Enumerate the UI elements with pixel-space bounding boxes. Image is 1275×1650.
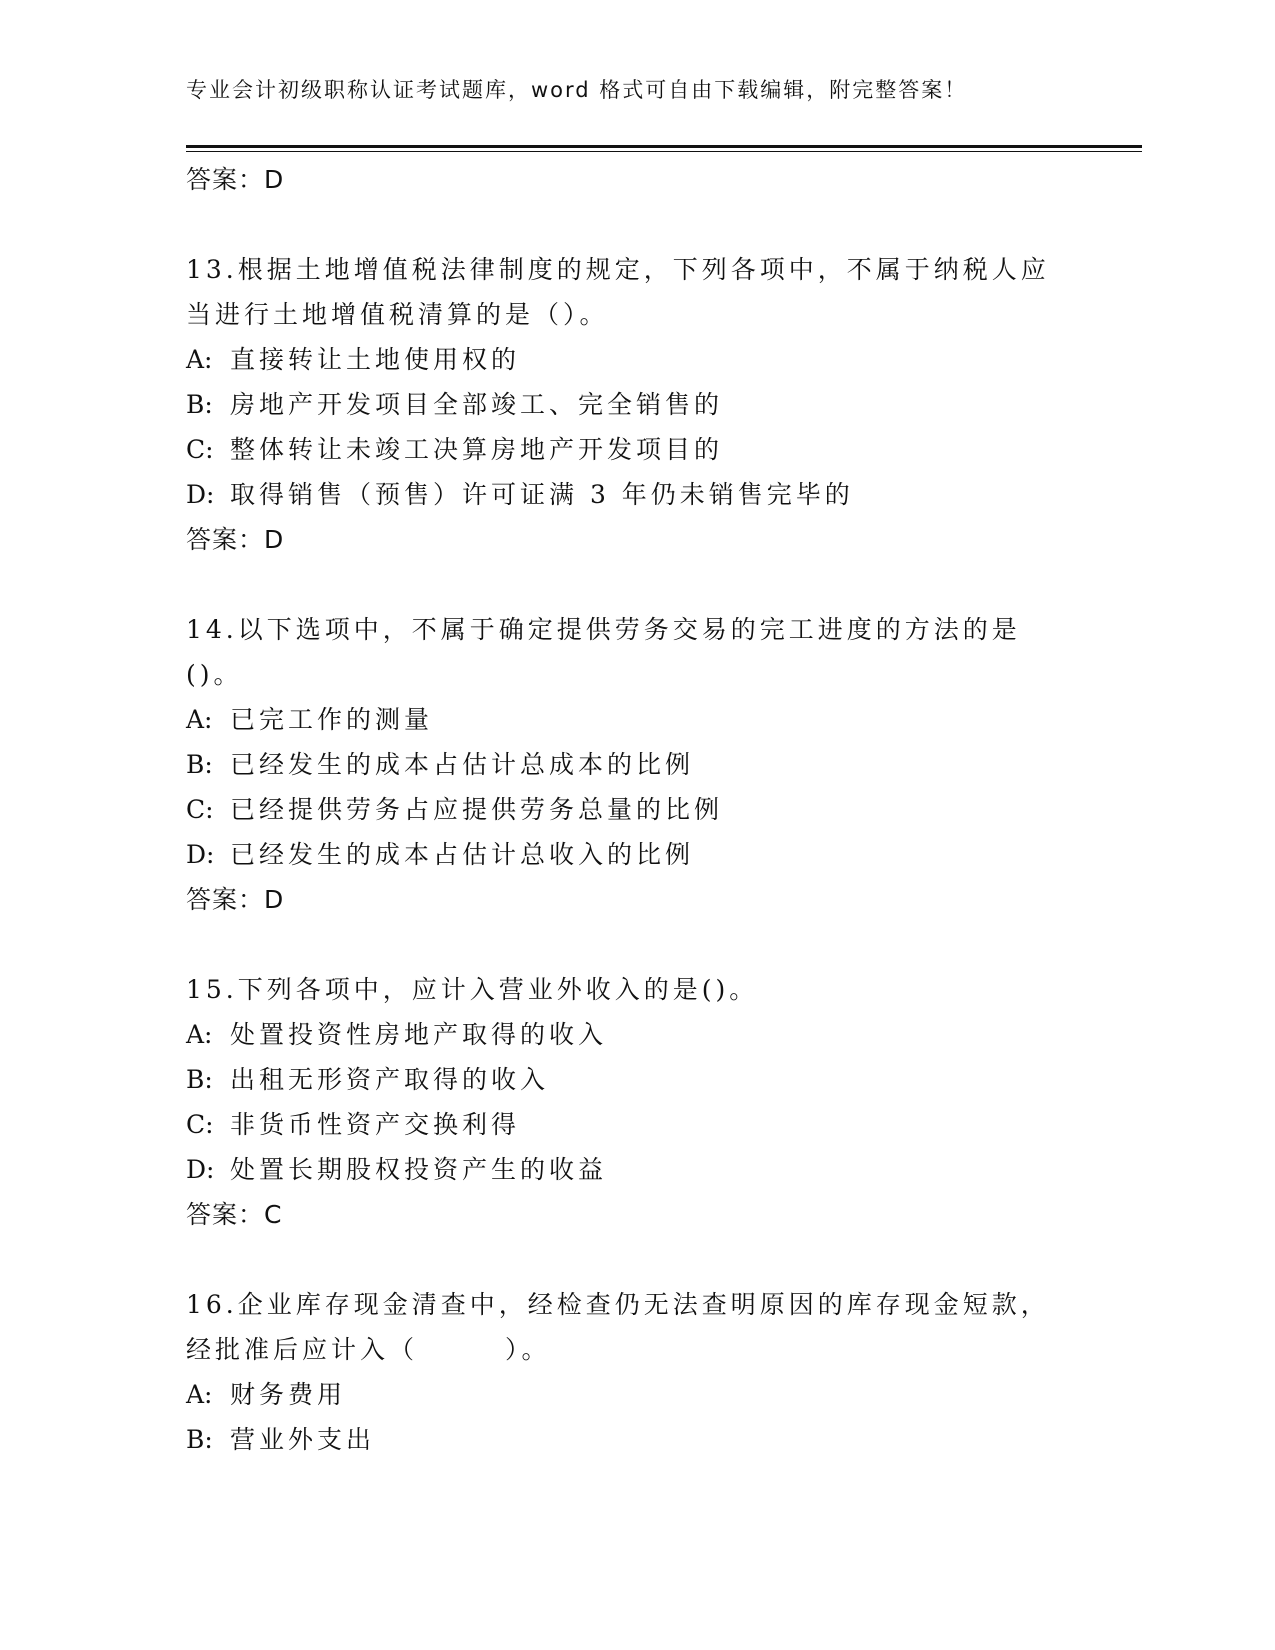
option-d	[186, 832, 1066, 877]
spacer	[186, 923, 1066, 967]
option-text: 出租无形资产取得的收入	[230, 1065, 550, 1094]
question-text: 14.以下选项中，不属于确定提供劳务交易的完工进度的方法的是()。	[186, 615, 1021, 689]
option-text: 已经发生的成本占估计总成本的比例	[230, 750, 695, 779]
document-body	[186, 157, 1066, 1462]
option-key: C:	[186, 795, 214, 824]
option-text: 营业外支出	[230, 1425, 376, 1454]
option-text: 取得销售（预售）许可证满 3 年仍未销售完毕的	[230, 480, 854, 509]
option-key: A:	[186, 705, 213, 734]
spacer	[186, 1238, 1066, 1282]
option-key: B:	[186, 1065, 213, 1094]
option-a	[186, 697, 1066, 742]
spacer	[186, 563, 1066, 607]
page-header: 专业会计初级职称认证考试题库，word 格式可自由下载编辑，附完整答案！	[186, 78, 968, 102]
question-text: 16.企业库存现金清查中，经检查仍无法查明原因的库存现金短款，经批准后应计入（ ）。	[186, 1290, 1050, 1364]
option-text: 已完工作的测量	[230, 705, 434, 734]
option-key: D:	[186, 840, 215, 869]
option-text: 整体转让未竣工决算房地产开发项目的	[230, 435, 724, 464]
option-b	[186, 382, 1066, 427]
option-a	[186, 337, 1066, 382]
option-d	[186, 472, 1066, 517]
answer-line: 答案：D	[186, 885, 285, 914]
option-c	[186, 787, 1066, 832]
option-a	[186, 1372, 1066, 1417]
option-b	[186, 1057, 1066, 1102]
option-key: D:	[186, 1155, 215, 1184]
option-key: A:	[186, 345, 213, 374]
option-text: 处置投资性房地产取得的收入	[230, 1020, 608, 1049]
option-text: 处置长期股权投资产生的收益	[230, 1155, 608, 1184]
option-b	[186, 1417, 1066, 1462]
option-text: 已经提供劳务占应提供劳务总量的比例	[230, 795, 724, 824]
header-rule-thick	[186, 145, 1142, 148]
option-key: B:	[186, 1425, 213, 1454]
question-text: 13.根据土地增值税法律制度的规定，下列各项中，不属于纳税人应当进行土地增值税清算的是（）。	[186, 255, 1050, 329]
option-c	[186, 427, 1066, 472]
option-text: 财务费用	[230, 1380, 347, 1409]
option-text: 已经发生的成本占估计总收入的比例	[230, 840, 695, 869]
option-text: 非货币性资产交换利得	[230, 1110, 521, 1139]
option-text: 房地产开发项目全部竣工、完全销售的	[230, 390, 724, 419]
spacer	[186, 203, 1066, 247]
option-key: D:	[186, 480, 215, 509]
option-key: C:	[186, 435, 214, 464]
option-key: A:	[186, 1020, 213, 1049]
answer-line: 答案：D	[186, 165, 285, 194]
option-a	[186, 1012, 1066, 1057]
option-key: B:	[186, 390, 213, 419]
header-rule-thin	[186, 151, 1142, 152]
option-key: C:	[186, 1110, 214, 1139]
option-c	[186, 1102, 1066, 1147]
question-14	[186, 607, 1066, 923]
option-text: 直接转让土地使用权的	[230, 345, 521, 374]
option-b	[186, 742, 1066, 787]
question-text: 15.下列各项中，应计入营业外收入的是()。	[186, 975, 759, 1004]
answer-line: 答案：C	[186, 1200, 283, 1229]
option-key: B:	[186, 750, 213, 779]
answer-line: 答案：D	[186, 525, 285, 554]
question-15	[186, 967, 1066, 1238]
question-16	[186, 1282, 1066, 1462]
question-13	[186, 247, 1066, 563]
option-d	[186, 1147, 1066, 1192]
option-key: A:	[186, 1380, 213, 1409]
